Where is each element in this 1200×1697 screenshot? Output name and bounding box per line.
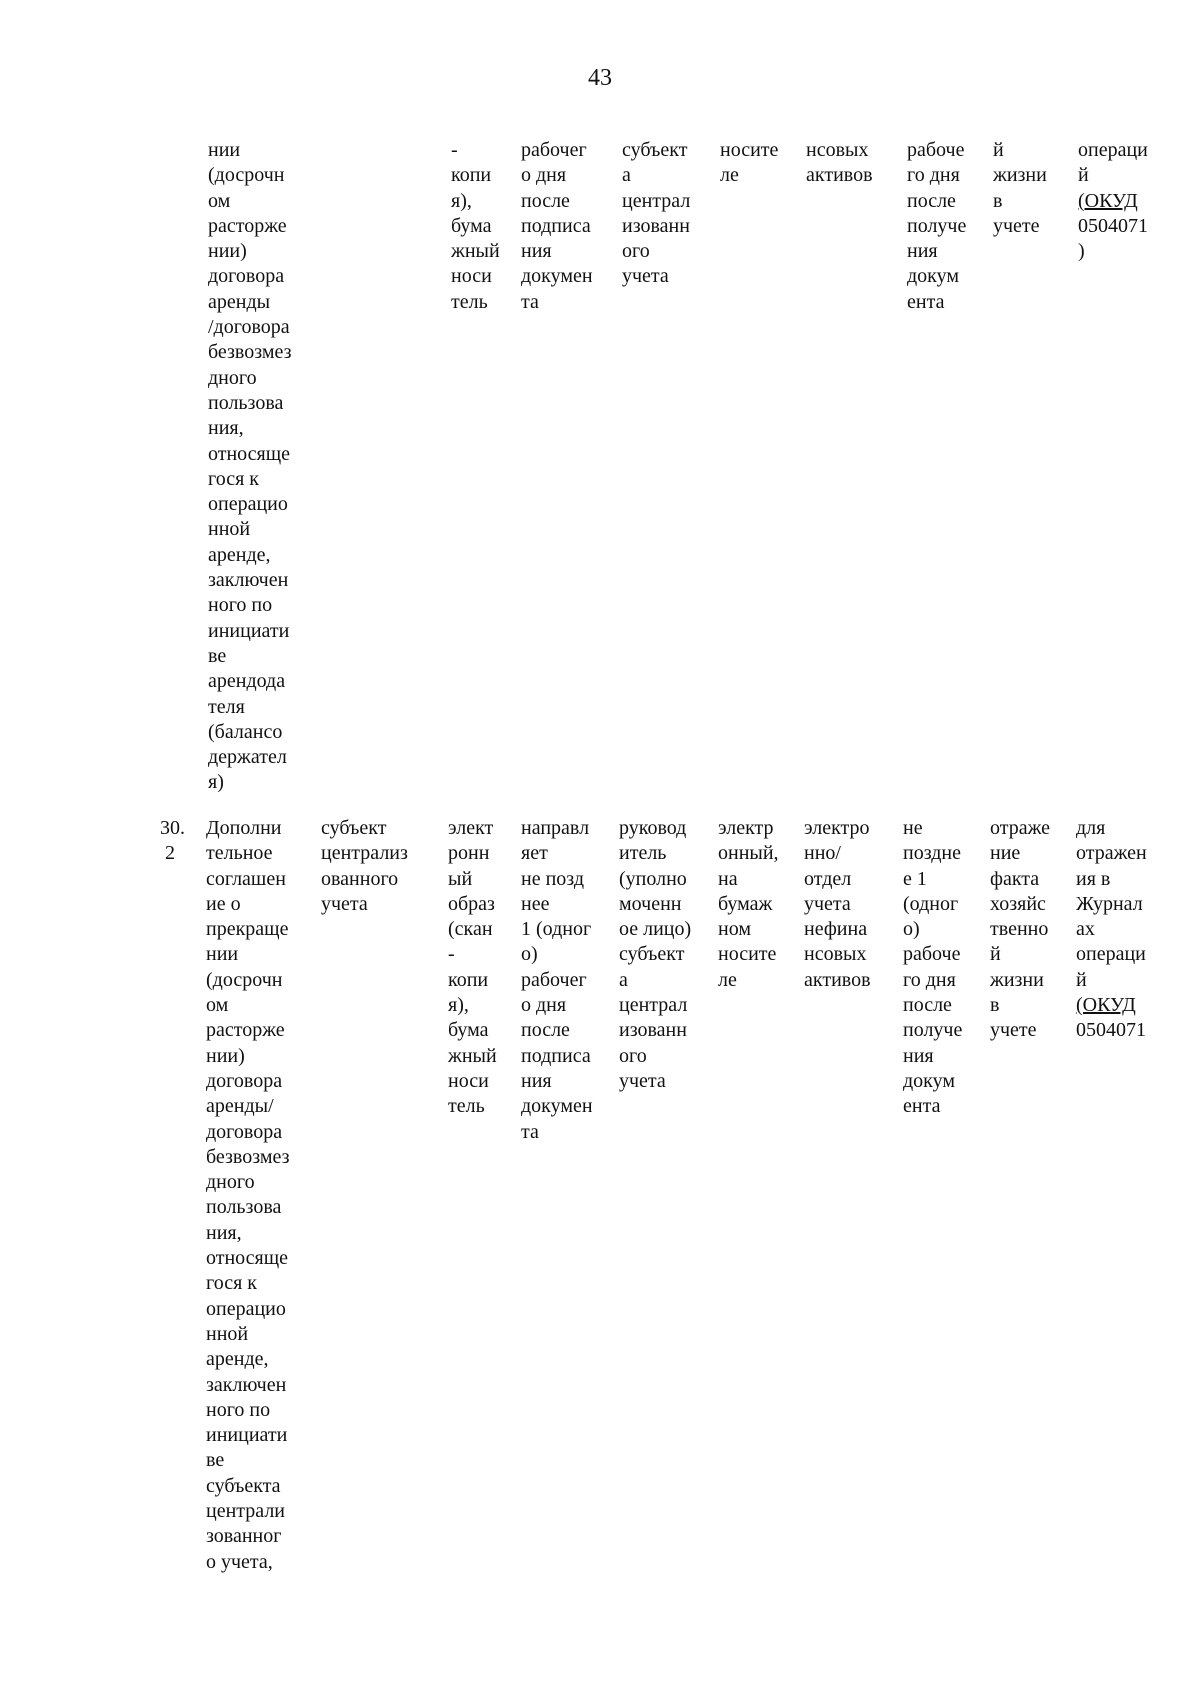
page-number: 43 <box>588 65 612 91</box>
okud-link[interactable]: (ОКУД <box>1078 189 1138 212</box>
action-cell: отраже ние факта хозяйс твенно й жизни в учете <box>990 817 1051 1042</box>
purpose-form-code: 0504071 <box>1076 1019 1146 1042</box>
deadline-cell: направл яет не позд нее 1 (одног о) рабочег о дня после подписа ния докумен та <box>521 817 593 1143</box>
row-number-cell: 30. 2 <box>160 817 185 865</box>
signer-cell: субъект а централ изованн ого учета <box>622 139 691 288</box>
author-cell: субъект централиз ованного учета <box>321 817 408 915</box>
purpose-form-code: 0504071 ) <box>1078 214 1148 263</box>
processing-deadline-cell: рабоче го дня после получе ния докум ента <box>907 139 967 313</box>
document-form-cell: - копи я), бума жный носи тель <box>451 139 500 313</box>
purpose-text: для отражен ия в Журнал ах оперaци й <box>1076 817 1147 991</box>
purpose-line-1: операци <box>1078 139 1148 161</box>
okud-link[interactable]: (ОКУД <box>1076 994 1136 1017</box>
document-form-cell: элект ронн ый образ (скан - копи я), бума жный носи тель <box>448 817 497 1118</box>
signer-cell: руковод итель (уполно моченн ое лицо) субъект а централ изованн ого учета <box>619 817 692 1092</box>
transfer-method-cell: носите ле <box>720 139 779 187</box>
document-name-cell: Дополни тельное соглашен ие о прекраще нии (досрочн ом расторже нии) договора аренды/ договора безвозмез дного пользова ния, относяще гося к операцио нной аренде, заключен ного по инициати ве субъекта централи зованног о учета, <box>206 817 290 1573</box>
document-name-cell: нии (досрочн ом расторже нии) договора аренды /договора безвозмез дного пользова ния, относяще гося к операцио нной аренде, заключен ного по инициати ве арендода теля (балансо держател я) <box>208 139 292 794</box>
recipient-cell: электро нно/ отдел учета нефина нсовых активов <box>804 817 871 991</box>
action-cell: й жизни в учете <box>993 139 1047 237</box>
purpose-cell <box>1076 816 1147 1044</box>
recipient-cell: нсовых активов <box>806 139 873 187</box>
deadline-cell: рабочег о дня после подписа ния докумен та <box>521 139 593 313</box>
transfer-method-cell: электр онный, на бумаж ном носите ле <box>718 817 779 991</box>
purpose-cell <box>1078 138 1148 264</box>
processing-deadline-cell: не поздне е 1 (одног о) рабоче го дня после получе ния докум ента <box>903 817 963 1118</box>
purpose-line-2: й <box>1078 164 1089 187</box>
